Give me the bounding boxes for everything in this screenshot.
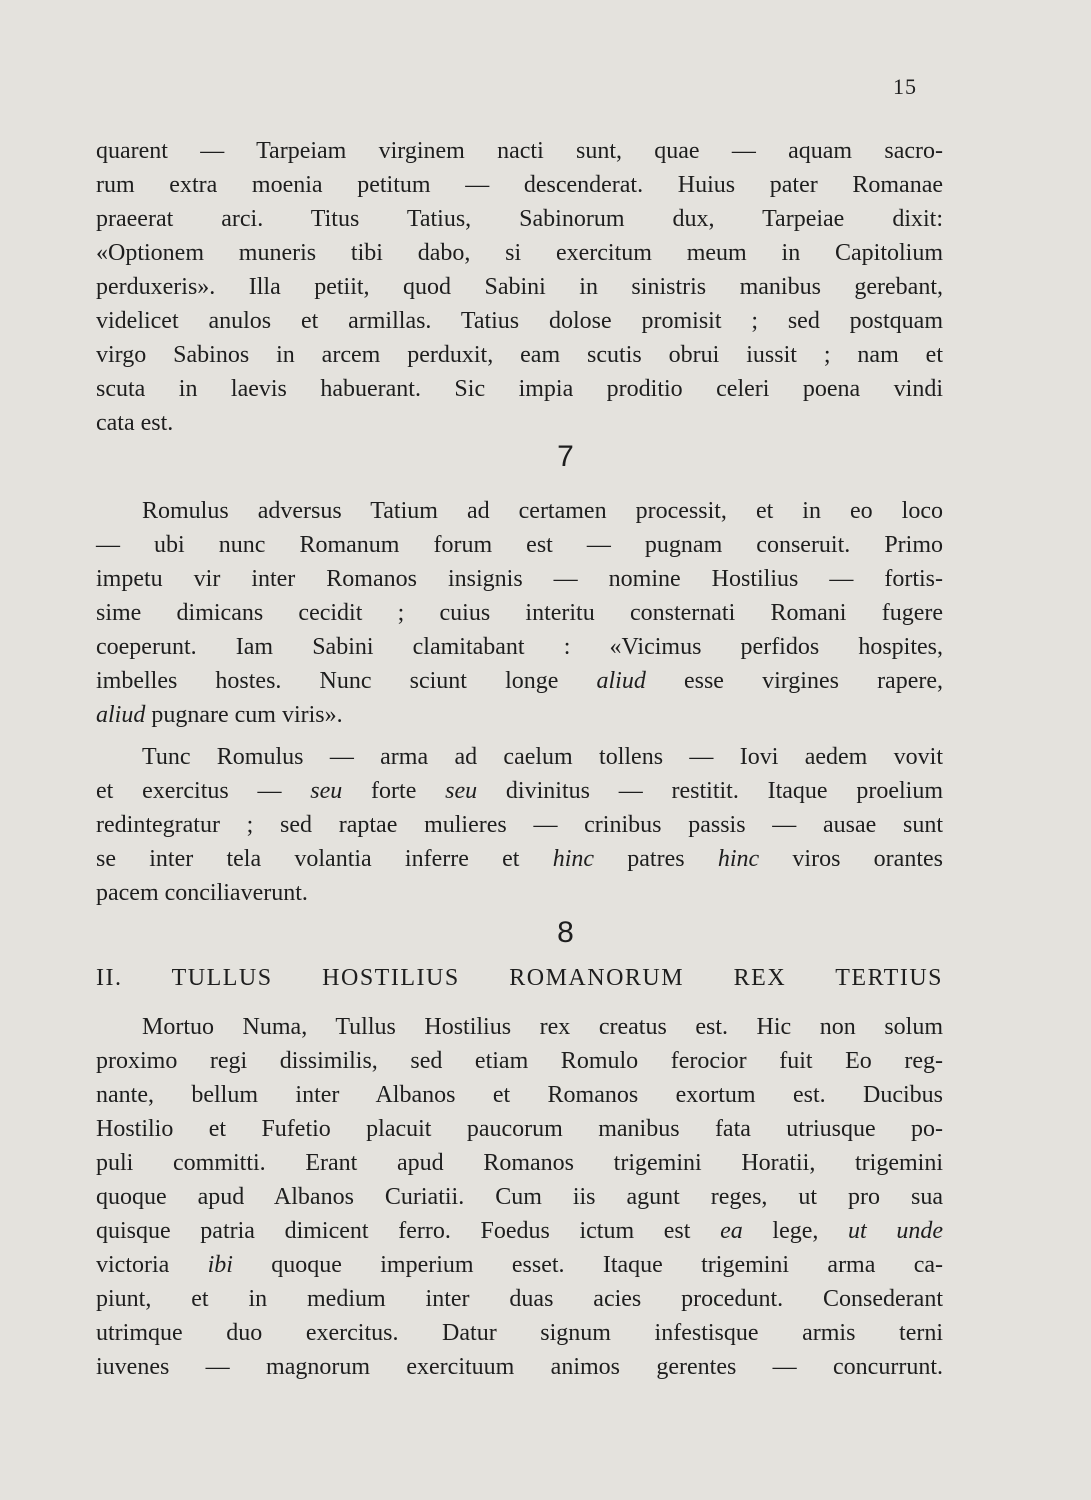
italic-word: aliud	[596, 668, 646, 694]
text-line: redintegratur ; sed raptae mulieres — crinibus passis — ausae sunt	[96, 812, 943, 838]
section-number-8: 8	[557, 916, 574, 949]
text-line: rum extra moenia petitum — descenderat. Huius pater Romanae	[96, 172, 943, 198]
text-line: — ubi nunc Romanum forum est — pugnam conseruit. Primo	[96, 532, 943, 558]
text-line: pacem conciliaverunt.	[96, 880, 308, 906]
text-line: imbelles hostes. Nunc sciunt longe aliud esse virgines rapere,	[96, 668, 944, 694]
text-line: quarent — Tarpeiam virginem nacti sunt, quae — aquam sacro-	[96, 138, 943, 164]
text-line: nante, bellum inter Albanos et Romanos exortum est. Ducibus	[96, 1082, 943, 1108]
italic-word: seu	[310, 778, 343, 804]
text-line: aliud pugnare cum viris».	[96, 702, 343, 728]
text-line: praeerat arci. Titus Tatius, Sabinorum dux, Tarpeiae dixit:	[96, 206, 943, 232]
italic-word: seu	[445, 778, 478, 804]
text-line: cata est.	[96, 410, 174, 436]
text-line: et exercitus — seu forte seu divinitus — restitit. Itaque proelium	[96, 778, 943, 804]
text-line: iuvenes — magnorum exercituum animos gerentes — concurrunt.	[96, 1354, 943, 1380]
text-line: quisque patria dimicent ferro. Foedus ictum est ea lege, ut unde	[96, 1218, 943, 1244]
italic-word: ut unde	[848, 1218, 943, 1244]
italic-word: ibi	[207, 1252, 233, 1278]
text-line: utrimque duo exercitus. Datur signum infestisque armis terni	[96, 1320, 943, 1346]
paragraph-romulus-battle	[96, 494, 943, 732]
italic-word: hinc	[552, 846, 595, 872]
text-line: impetu vir inter Romanos insignis — nomine Hostilius — fortis-	[96, 566, 943, 592]
text-line: «Optionem muneris tibi dabo, si exercitum meum in Capitolium	[96, 240, 943, 266]
chapter-heading: II. TULLUS HOSTILIUS ROMANORUM REX TERTIUS	[96, 965, 943, 991]
text-line: piunt, et in medium inter duas acies procedunt. Consederant	[96, 1286, 943, 1312]
italic-word: aliud	[96, 702, 146, 728]
text-line: scuta in laevis habuerant. Sic impia proditio celeri poena vindi	[96, 376, 943, 402]
page-number: 15	[893, 74, 917, 99]
text-line: Hostilio et Fufetio placuit paucorum manibus fata utriusque po-	[96, 1116, 943, 1142]
section-number-7: 7	[557, 440, 574, 473]
text-line: se inter tela volantia inferre et hinc patres hinc viros orantes	[96, 846, 943, 872]
italic-word: ea	[720, 1218, 743, 1244]
text-line: coeperunt. Iam Sabini clamitabant : «Vicimus perfidos hospites,	[96, 634, 943, 660]
text-line: videlicet anulos et armillas. Tatius dolose promisit ; sed postquam	[96, 308, 943, 334]
text-line: victoria ibi quoque imperium esset. Itaque trigemini arma ca-	[96, 1252, 943, 1278]
text-line: Tunc Romulus — arma ad caelum tollens — Iovi aedem vovit	[142, 744, 943, 770]
text-line: sime dimicans cecidit ; cuius interitu consternati Romani fugere	[96, 600, 943, 626]
paragraph-tullus-hostilius	[96, 1010, 943, 1384]
paragraph-tarpeia	[96, 134, 943, 440]
text-line: perduxeris». Illa petiit, quod Sabini in sinistris manibus gerebant,	[96, 274, 943, 300]
text-line: puli committi. Erant apud Romanos trigemini Horatii, trigemini	[96, 1150, 943, 1176]
paragraph-romulus-vow	[96, 740, 943, 910]
text-line: virgo Sabinos in arcem perduxit, eam scutis obrui iussit ; nam et	[96, 342, 943, 368]
text-line: proximo regi dissimilis, sed etiam Romulo ferocior fuit Eo reg-	[96, 1048, 943, 1074]
text-line: Romulus adversus Tatium ad certamen processit, et in eo loco	[142, 498, 943, 524]
text-line: quoque apud Albanos Curiatii. Cum iis agunt reges, ut pro sua	[96, 1184, 943, 1210]
text-line: Mortuo Numa, Tullus Hostilius rex creatus est. Hic non solum	[142, 1014, 943, 1040]
italic-word: hinc	[717, 846, 760, 872]
